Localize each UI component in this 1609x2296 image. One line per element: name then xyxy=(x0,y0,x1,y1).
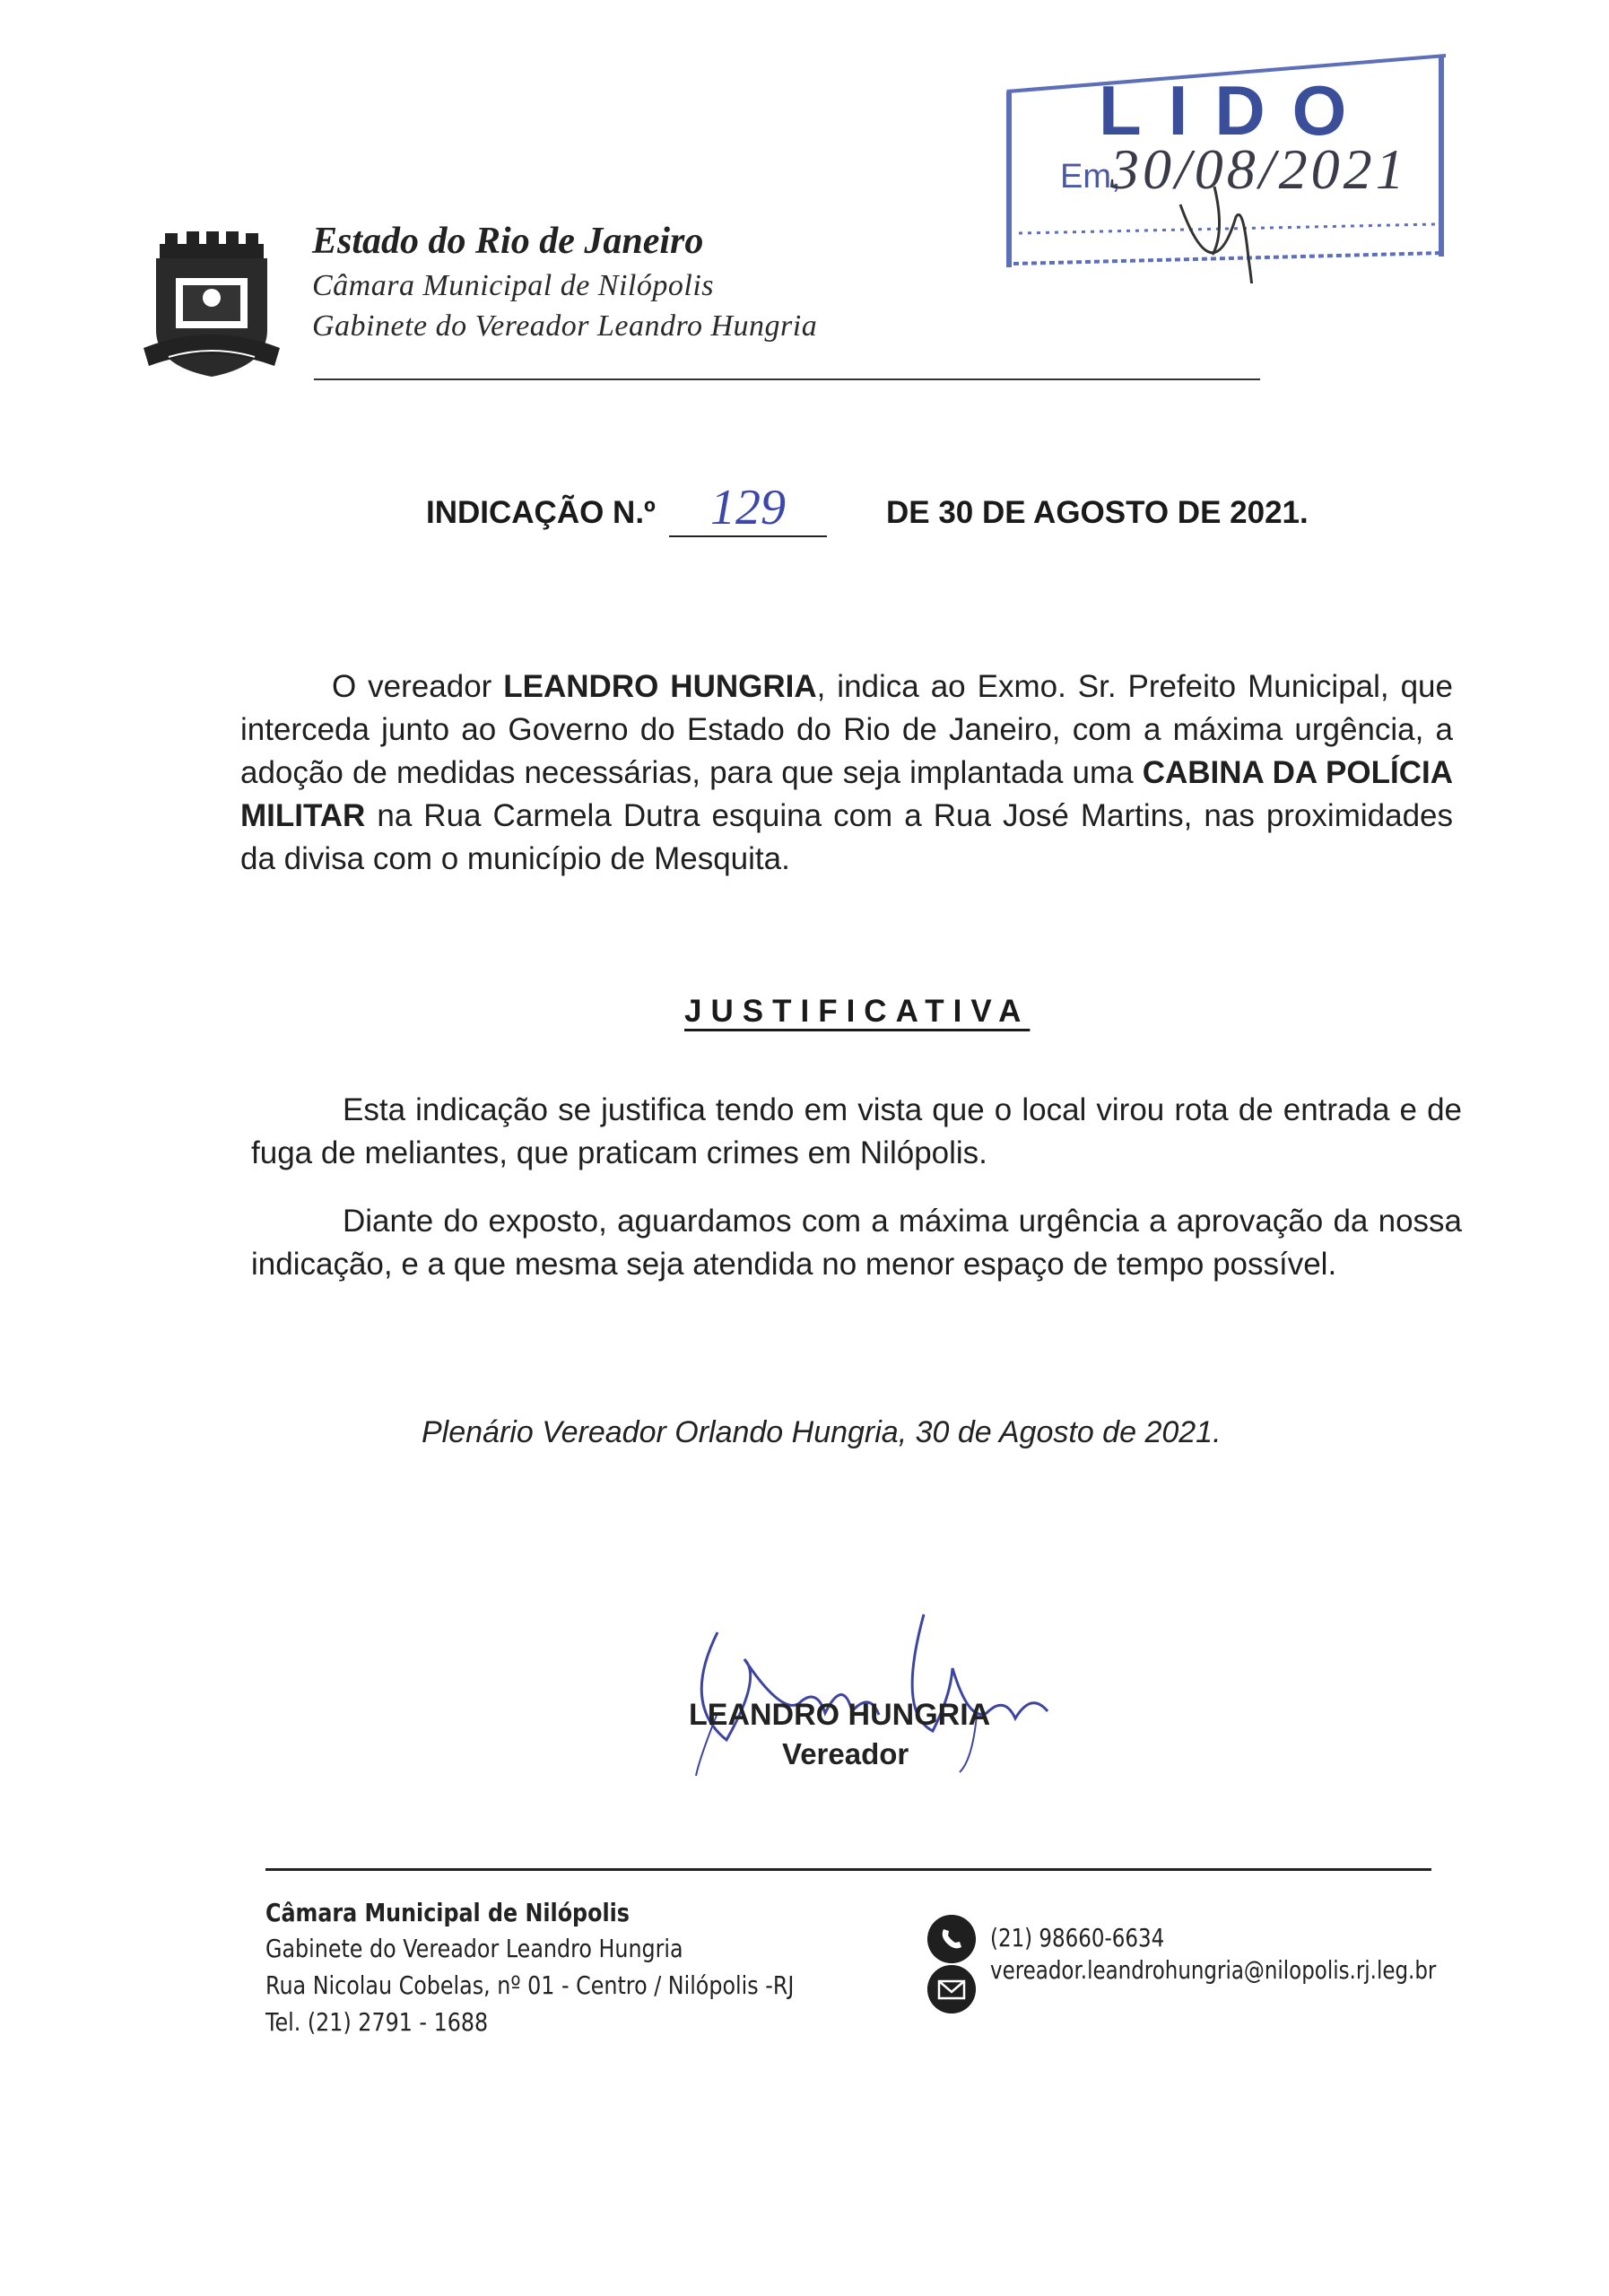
justificativa-heading: JUSTIFICATIVA xyxy=(684,994,1031,1029)
footer-email: vereador.leandrohungria@nilopolis.rj.leg.br xyxy=(990,1955,1437,1985)
header-chamber: Câmara Municipal de Nilópolis xyxy=(312,269,714,302)
footer-tel: Tel. (21) 2791 - 1688 xyxy=(265,2007,489,2037)
municipal-crest-icon xyxy=(144,231,280,386)
justification-paragraph-1: Esta indicação se justifica tendo em vista que o local virou rota de entrada e de fuga de meliantes, que praticam crimes em Nilópolis. xyxy=(251,1092,1462,1170)
footer-address: Rua Nicolau Cobelas, nº 01 - Centro / Nilópolis -RJ xyxy=(265,1970,795,2000)
justification-paragraph-2: Diante do exposto, aguardamos com a máxima urgência a aprovação da nossa indicação, e a que mesma seja atendida no menor espaço de tempo possível. xyxy=(251,1204,1462,1282)
stamp-date: 30/08/2021 xyxy=(1110,137,1408,201)
place-and-date: Plenário Vereador Orlando Hungria, 30 de Agosto de 2021. xyxy=(422,1415,1222,1449)
footer-divider xyxy=(265,1868,1431,1871)
document-number: 129 xyxy=(710,480,786,535)
signatory-name: LEANDRO HUNGRIA xyxy=(689,1698,991,1732)
footer-office: Gabinete do Vereador Leandro Hungria xyxy=(265,1934,683,1963)
header-divider xyxy=(314,378,1260,380)
stamp-word: LIDO xyxy=(1099,71,1374,150)
footer-whatsapp: (21) 98660-6634 xyxy=(990,1923,1165,1952)
stamp-em-label: Em, xyxy=(1060,158,1121,196)
signatory-role: Vereador xyxy=(782,1737,909,1770)
indication-paragraph: O vereador LEANDRO HUNGRIA, indica ao Exmo. Sr. Prefeito Municipal, que interceda junto ao Governo do Estado do Rio de Janeiro, com a máxima urgência, a adoção de medidas necessárias, para que seja implantada uma CABINA DA POLÍCIA MILITAR na Rua Carmela Dutra esquina com a Rua José Martins, nas proximidades da divisa com o município de Mesquita. xyxy=(240,669,1453,876)
document-title-prefix: INDICAÇÃO N.º xyxy=(426,495,656,530)
document-number-underline xyxy=(669,535,827,537)
email-icon xyxy=(927,1965,976,2013)
document-title-date: DE 30 DE AGOSTO DE 2021. xyxy=(886,495,1309,530)
whatsapp-icon xyxy=(927,1915,976,1963)
header-title: Estado do Rio de Janeiro xyxy=(312,221,704,262)
footer-org: Câmara Municipal de Nilópolis xyxy=(265,1898,630,1927)
header-office: Gabinete do Vereador Leandro Hungria xyxy=(312,309,818,343)
